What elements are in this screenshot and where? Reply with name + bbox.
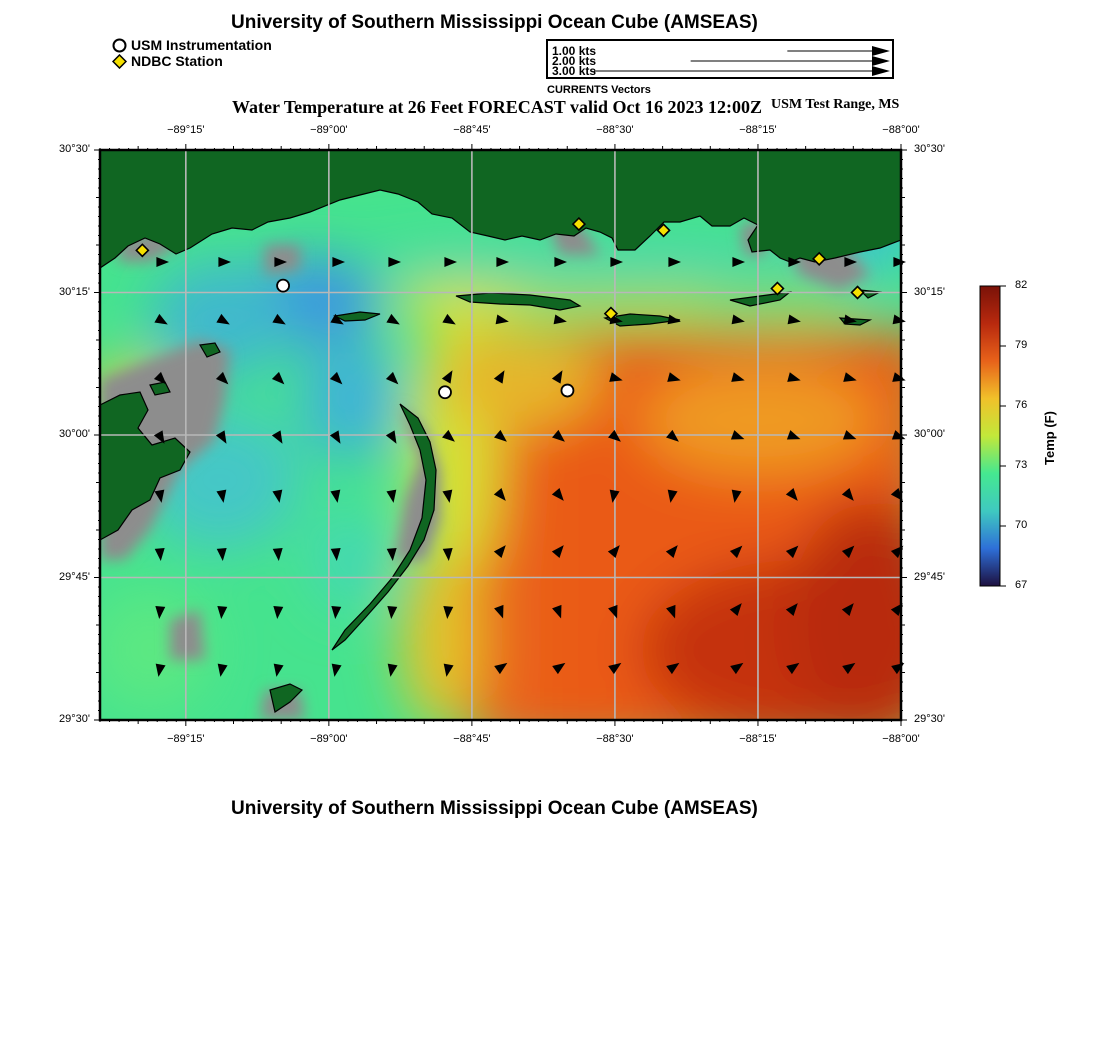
x-tick-label: −88°30' (596, 733, 634, 745)
colorbar-tick-label: 82 (1015, 279, 1028, 291)
legend-ndbc-label: NDBC Station (131, 53, 223, 69)
y-tick-label: 30°30' (914, 143, 945, 155)
y-tick-label: 29°30' (59, 713, 90, 725)
legend-usm-label: USM Instrumentation (131, 37, 272, 53)
x-tick-label: −88°45' (453, 733, 491, 745)
colorbar-tick-label: 76 (1015, 399, 1028, 411)
vector-key-label-2: 2.00 kts (552, 54, 597, 68)
page-title: University of Southern Mississippi Ocean Cube (AMSEAS) (231, 12, 758, 33)
colorbar-tick-label: 67 (1015, 579, 1028, 591)
vector-key-label-3: 3.00 kts (552, 64, 597, 78)
y-tick-label: 29°45' (914, 570, 945, 583)
x-tick-label: −89°15' (167, 733, 205, 745)
colorbar-tick-label: 73 (1015, 459, 1028, 471)
colorbar-tick-label: 79 (1015, 339, 1028, 351)
y-tick-label: 30°00' (914, 428, 945, 440)
vector-key-caption: CURRENTS Vectors (547, 84, 651, 96)
usm-station-marker[interactable] (277, 280, 289, 292)
y-tick-label: 29°45' (59, 570, 90, 583)
usm-station-marker[interactable] (439, 386, 451, 398)
x-tick-label: −88°15' (739, 124, 777, 136)
x-tick-label: −88°30' (596, 124, 634, 136)
y-tick-label: 30°15' (914, 285, 945, 298)
y-tick-label: 30°00' (59, 428, 90, 440)
y-tick-label: 30°30' (59, 143, 90, 155)
x-tick-label: −88°45' (453, 124, 491, 136)
usm-station-marker[interactable] (561, 385, 573, 397)
x-tick-label: −89°15' (167, 124, 205, 136)
x-tick-label: −89°00' (310, 733, 348, 745)
x-tick-label: −88°15' (739, 733, 777, 745)
colorbar (972, 280, 1032, 600)
y-tick-label: 29°30' (914, 713, 945, 725)
x-tick-label: −88°00' (882, 124, 920, 136)
map-region: USM Test Range, MS (771, 97, 900, 112)
x-tick-label: −88°00' (882, 733, 920, 745)
colorbar-tick-label: 70 (1015, 519, 1028, 531)
colorbar-title: Temp (F) (1042, 411, 1057, 465)
footer-title: University of Southern Mississippi Ocean Cube (AMSEAS) (231, 798, 758, 819)
vector-key-label-1: 1.00 kts (552, 44, 597, 58)
map-subtitle: Water Temperature at 26 Feet FORECAST valid Oct 16 2023 12:00Z (232, 97, 762, 117)
y-tick-label: 30°15' (59, 285, 90, 298)
x-tick-label: −89°00' (310, 124, 348, 136)
